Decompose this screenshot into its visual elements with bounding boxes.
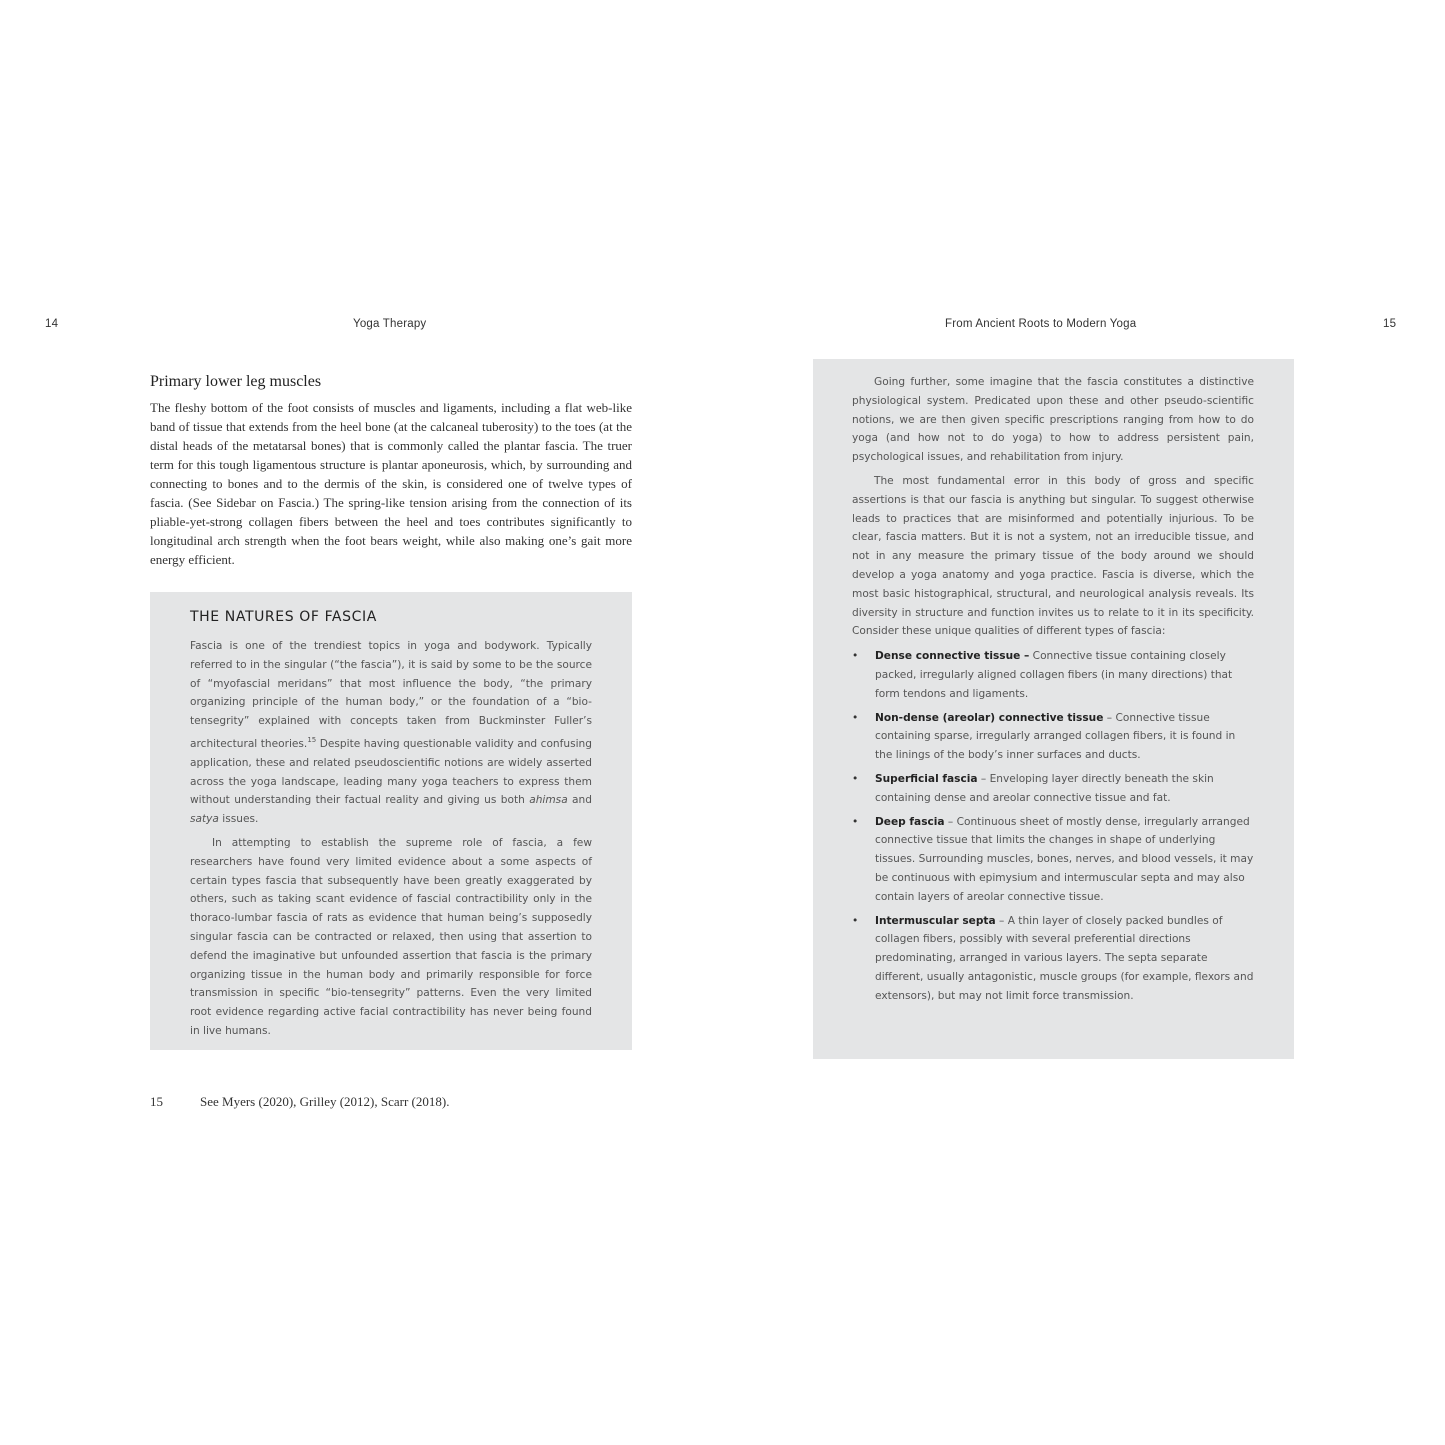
list-description: Connective tissue containing closely packed, irregularly aligned collagen fibers (in many directions) that form tendons and ligaments. — [875, 650, 1233, 700]
list-item — [852, 813, 1254, 907]
footnote-number: 15 — [150, 1094, 163, 1109]
list-description: – A thin layer of closely packed bundles of collagen fibers, possibly with several preferential directions predominating, arranged in various layers. The septa separate different, usually antagonistic, muscle groups (for example, flexors and extensors), but may not limit force transmission. — [875, 914, 1254, 1002]
list-term: Non-dense (areolar) connective tissue — [875, 711, 1104, 724]
list-item — [852, 912, 1254, 1006]
bullet-icon: • — [852, 914, 859, 927]
list-description: – Connective tissue containing sparse, irregularly arranged collagen fibers, it is found in the linings of the body’s inner surfaces and ducts. — [875, 711, 1236, 762]
fascia-sidebar — [150, 592, 632, 1050]
fascia-sidebar-continued — [813, 359, 1294, 1059]
list-term: Dense connective tissue – — [875, 650, 1030, 663]
list-description: – Continuous sheet of mostly dense, irregularly arranged connective tissue that limits the changes in shape of underlying tissues. Surrounding muscles, bones, nerves, and blood vessels, it may be continuous with epimysium and intermuscular septa and may also contain layers of areolar connective tissue. — [875, 815, 1254, 903]
sidebar-paragraph: In attempting to establish the supreme role of fascia, a few researchers have found very limited evidence about a some aspects of certain types fascia that subsequently have been greatly exaggerated by others, such as taking scant evidence of fascial contractibility only in the thoraco-lumbar fascia of rats as evidence that human being’s supposedly singular fascia can be contracted or relaxed, then using that assertion to defend the imaginative but unfounded assertion that fascia is the primary organizing tissue in the human body and primarily responsible for force transmission in specific “bio-tensegrity” patterns. Even the very limited root evidence regarding active facial contractibility has never being found in live humans. — [190, 836, 592, 1037]
italic-term: ahimsa — [529, 794, 568, 807]
list-item — [852, 647, 1254, 703]
sidebar-paragraph: The most fundamental error in this body of gross and specific assertions is that our fascia is anything but singular. To suggest otherwise leads to practices that are misinformed and potentially injurious. To be clear, fascia matters. But it is not a system, not an irreducible tissue, and not in any measure the primary tissue of the body around we should develop a yoga anatomy and yoga practice. Fascia is diverse, which the most basic histographical, structural, and neurological analysis reveals. Its diversity in structure and function invites us to relate to it in its specificity. Consider these unique qualities of different types of fascia: — [852, 474, 1254, 638]
bullet-icon: • — [852, 815, 859, 828]
sidebar-text: Despite having questionable validity and confusing application, these and related pseudoscientific notions are widely asserted across the yoga landscape, leading many yoga teachers to express them without understanding their factual reality and giving us both — [190, 737, 592, 807]
list-item — [852, 709, 1254, 765]
footnote-text: See Myers (2020), Grilley (2012), Scarr (2018). — [200, 1094, 450, 1109]
left-running-head: Yoga Therapy — [353, 318, 427, 330]
italic-term: satya — [190, 813, 219, 826]
list-item — [852, 770, 1254, 808]
list-term: Superficial fascia — [875, 772, 978, 785]
right-page-number: 15 — [1383, 318, 1397, 330]
right-running-head: From Ancient Roots to Modern Yoga — [945, 318, 1137, 330]
section-heading: Primary lower leg muscles — [150, 373, 322, 390]
list-term: Intermuscular septa — [875, 914, 996, 927]
sidebar-title: THE NATURES OF FASCIA — [190, 609, 377, 625]
fascia-types-list — [852, 647, 1254, 1005]
body-paragraph: The fleshy bottom of the foot consists of muscles and ligaments, including a flat web-like band of tissue that extends from the heel bone (at the calcaneal tuberosity) to the toes (at the distal heads of the metatarsal bones) that is commonly called the plantar fascia. The truer term for this tough ligamentous structure is plantar aponeurosis, which, by surrounding and connecting to bones and to the dermis of the skin, is considered one of twelve types of fascia. (See Sidebar on Fascia.) The spring-like tension arising from the connection of its pliable-yet-strong collagen fibers between the heel and toes contributes significantly to longitudinal arch strength when the foot bears weight, while also making one’s gait more energy efficient. — [150, 400, 632, 567]
sidebar-paragraph: Going further, some imagine that the fascia constitutes a distinctive physiological system. Predicated upon these and other pseudo-scientific notions, we are then given specific prescriptions ranging from how to do yoga (and how not to do yoga) to how to address persistent pain, psychological issues, and rehabilitation from injury. — [852, 376, 1254, 464]
sidebar-paragraph — [190, 637, 592, 829]
sidebar-text: and — [567, 794, 592, 807]
bullet-icon: • — [852, 772, 859, 785]
bullet-icon: • — [852, 650, 859, 663]
list-term: Deep fascia — [875, 815, 945, 828]
list-description: – Enveloping layer directly beneath the skin containing dense and areolar connective tissue and fat. — [875, 772, 1214, 804]
left-page-number: 14 — [45, 318, 59, 330]
bullet-icon: • — [852, 711, 859, 724]
sidebar-text: issues. — [218, 813, 259, 826]
footnote-reference: 15 — [307, 735, 317, 744]
sidebar-text: Fascia is one of the trendiest topics in yoga and bodywork. Typically referred to in the singular (“the fascia”), it is said by some to be the source of “myofascial meridans” that most influence the body, “the primary organizing principle of the human body,” or the foundation of a “bio-tensegrity” explained with concepts taken from Buckminster Fuller’s architectural theories. — [190, 640, 592, 750]
